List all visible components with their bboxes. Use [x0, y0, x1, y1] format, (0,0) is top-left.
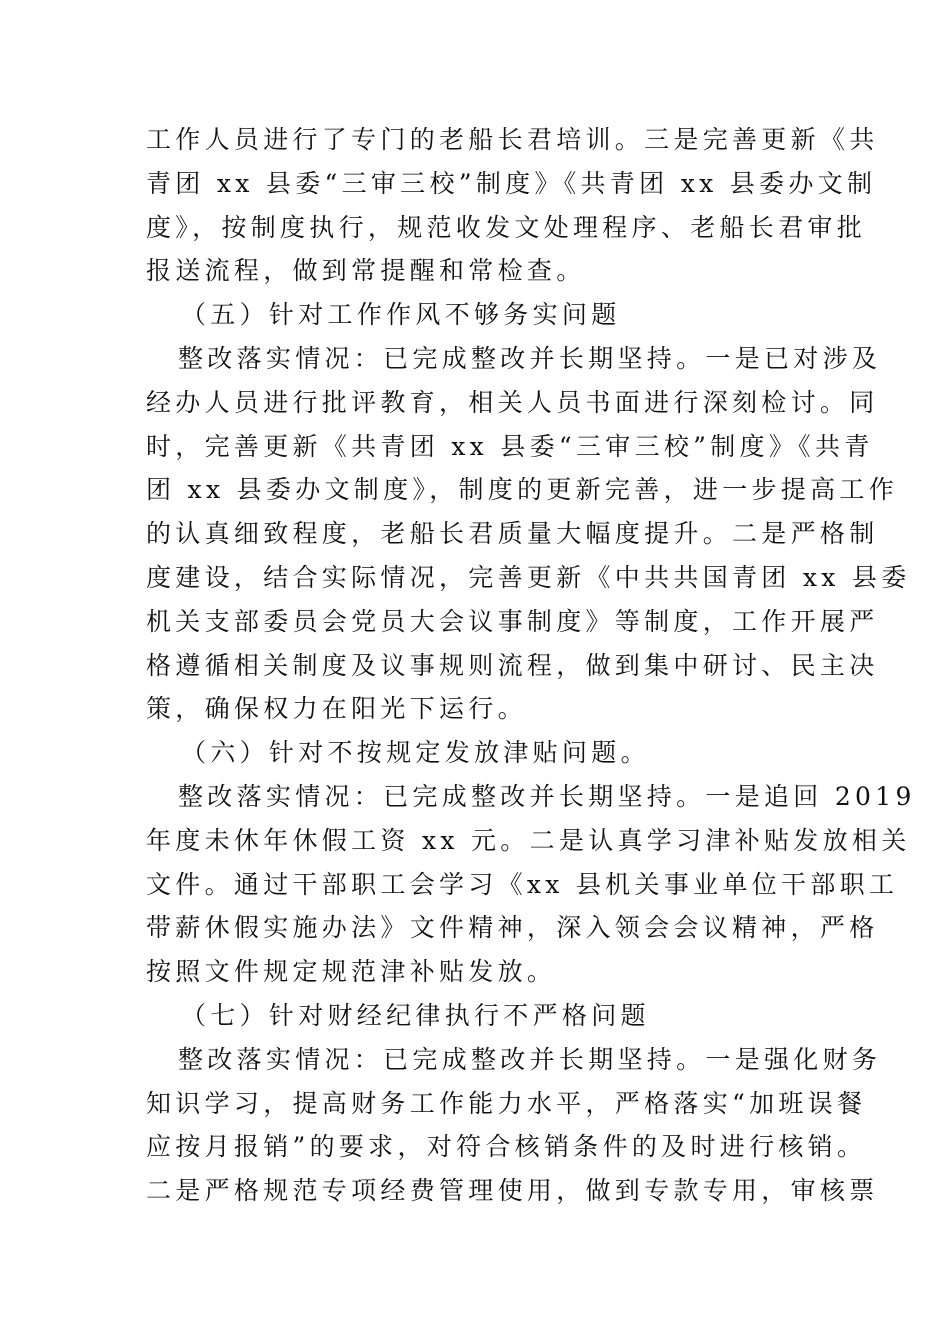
paragraph-line: 年度未休年休假工资 xx 元。二是认真学习津补贴发放相关 [146, 825, 911, 855]
paragraph-line: 整改落实情况：已完成整改并长期坚持。一是强化财务 [178, 1044, 882, 1074]
paragraph-line: 报送流程，做到常提醒和常检查。 [146, 256, 586, 286]
paragraph-line: 度建设，结合实际情况，完善更新《中共共国青团 xx 县委 [146, 562, 911, 592]
paragraph-line: 工作人员进行了专门的老船长君培训。三是完善更新《共 [146, 125, 879, 154]
paragraph-line: 的认真细致程度，老船长君质量大幅度提升。二是严格制 [146, 519, 879, 549]
paragraph-line: 按照文件规定规范津补贴发放。 [146, 957, 557, 987]
paragraph-line: 二是严格规范专项经费管理使用，做到专款专用，审核票 [146, 1176, 879, 1206]
section-heading-5: （五）针对工作作风不够务实问题 [181, 300, 621, 330]
paragraph-line: 格遵循相关制度及议事规则流程，做到集中研讨、民主决 [146, 650, 879, 680]
section-heading-6: （六）针对不按规定发放津贴问题。 [181, 738, 650, 768]
section-heading-7: （七）针对财经纪律执行不严格问题 [181, 1000, 650, 1030]
paragraph-line: 整改落实情况：已完成整改并长期坚持。一是追回 2019 [178, 781, 916, 811]
paragraph-line: 经办人员进行批评教育，相关人员书面进行深刻检讨。同 [146, 387, 879, 417]
paragraph-line: 时，完善更新《共青团 xx 县委“三审三校”制度》《共青 [146, 431, 874, 461]
paragraph-line: 青团 xx 县委“三审三校”制度》《共青团 xx 县委办文制 [146, 168, 877, 198]
paragraph-line: 整改落实情况：已完成整改并长期坚持。一是已对涉及 [178, 343, 882, 373]
document-body [146, 118, 916, 1213]
paragraph-line: 策，确保权力在阳光下运行。 [146, 694, 527, 724]
paragraph-line: 机关支部委员会党员大会议事制度》等制度，工作开展严 [146, 606, 879, 636]
paragraph-line: 知识学习，提高财务工作能力水平，严格落实“加班误餐 [146, 1088, 867, 1118]
paragraph-line: 应按月报销”的要求，对符合核销条件的及时进行核销。 [146, 1132, 867, 1162]
paragraph-line: 文件。通过干部职工会学习《xx 县机关事业单位干部职工 [146, 869, 899, 899]
paragraph-line: 度》，按制度执行，规范收发文处理程序、老船长君审批 [146, 212, 867, 242]
paragraph-line: 团 xx 县委办文制度》，制度的更新完善，进一步提高工作 [146, 475, 898, 505]
paragraph-line: 带薪休假实施办法》文件精神，深入领会会议精神，严格 [146, 913, 879, 943]
